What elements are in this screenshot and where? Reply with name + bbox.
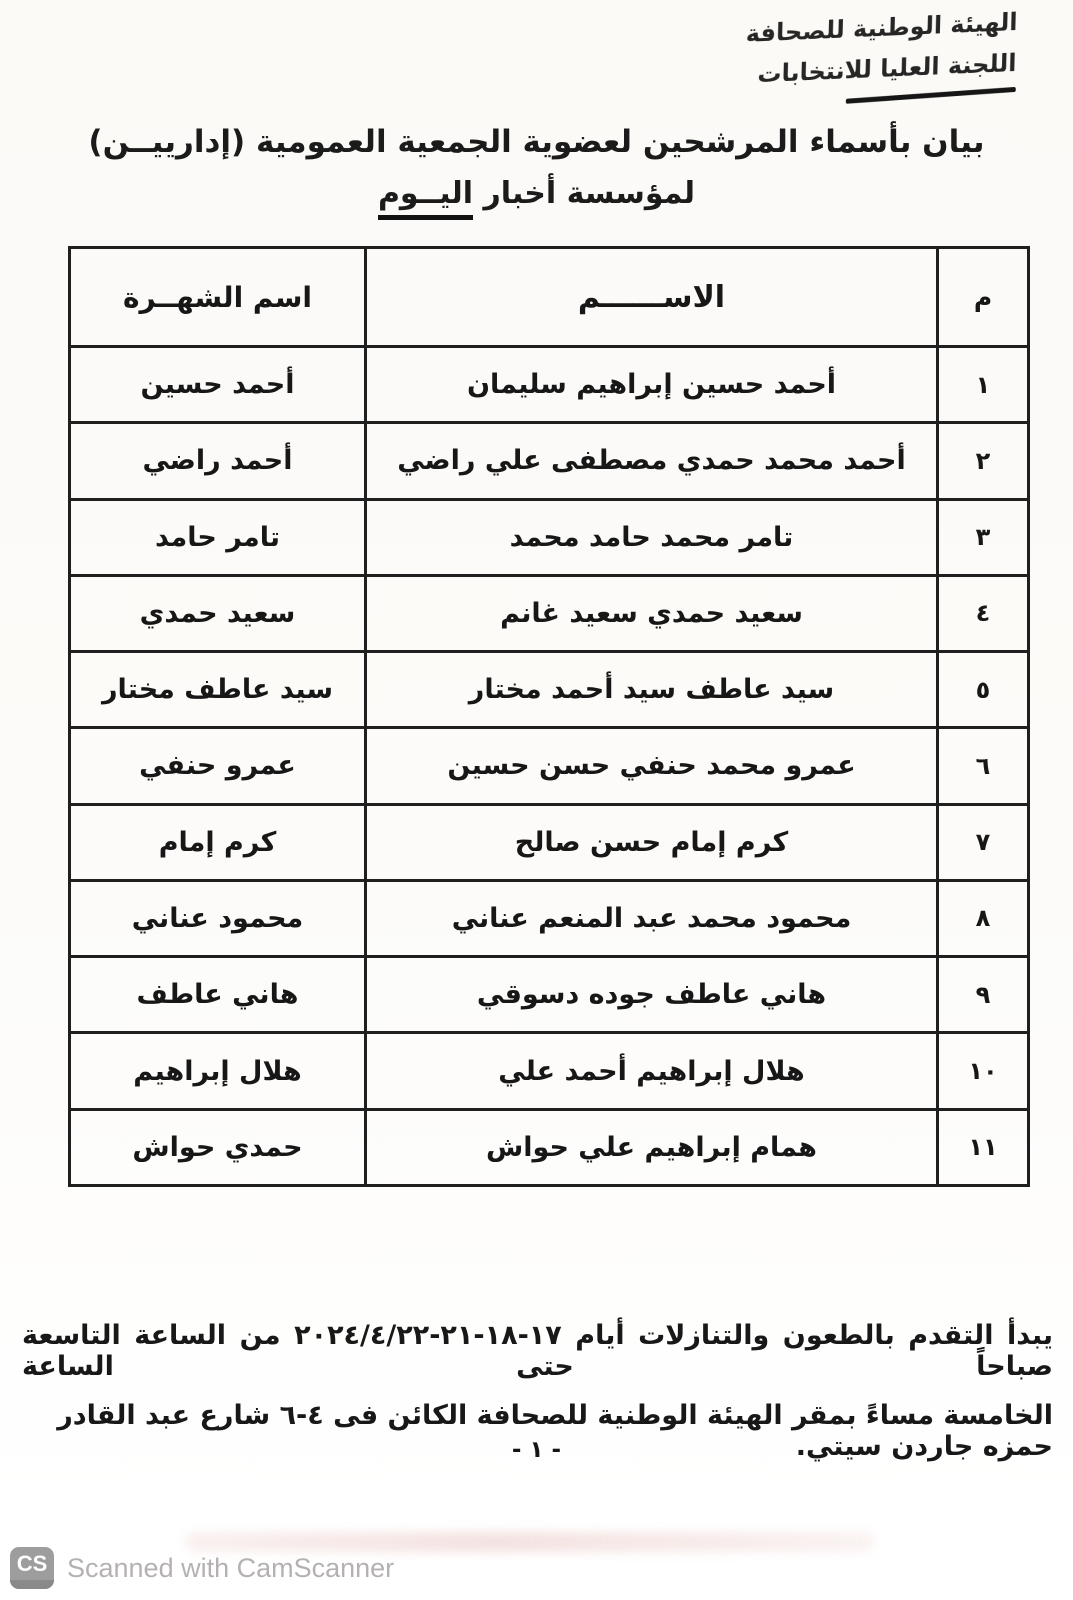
- row-name: همام إبراهيم علي حواش: [366, 1109, 938, 1185]
- row-number: ٤: [938, 575, 1029, 651]
- row-nickname: أحمد حسين: [70, 347, 366, 423]
- row-number: ٣: [938, 499, 1029, 575]
- row-name: سيد عاطف سيد أحمد مختار: [366, 652, 938, 728]
- title-line-1: بيان بأسماء المرشحين لعضوية الجمعية العمومية (إدارييــن): [88, 124, 985, 160]
- row-nickname: تامر حامد: [70, 499, 366, 575]
- table-row: [70, 347, 1029, 423]
- row-name: سعيد حمدي سعيد غانم: [366, 575, 938, 651]
- row-name: محمود محمد عبد المنعم عناني: [366, 880, 938, 956]
- handwritten-stamp: [744, 2, 1018, 106]
- footer-note-line-1: يبدأ التقدم بالطعون والتنازلات أيام ١٧-١٨-٢١-٢٠٢٤/٤/٢٢ من الساعة التاسعة صباحاً حتى الساعة: [22, 1320, 1053, 1382]
- table-row: [70, 880, 1029, 956]
- row-number: ١١: [938, 1109, 1029, 1185]
- table-row: [70, 499, 1029, 575]
- row-name: هاني عاطف جوده دسوقي: [366, 957, 938, 1033]
- row-nickname: هاني عاطف: [70, 957, 366, 1033]
- row-number: ٩: [938, 957, 1029, 1033]
- stamp-line-2: اللجنة العليا للانتخابات: [757, 49, 1017, 89]
- row-nickname: أحمد راضي: [70, 423, 366, 499]
- row-nickname: سيد عاطف مختار: [70, 652, 366, 728]
- camscanner-logo-bar: [10, 1580, 54, 1589]
- row-number: ٥: [938, 652, 1029, 728]
- row-number: ٦: [938, 728, 1029, 804]
- table-row: [70, 575, 1029, 651]
- footer-note-line-2: الخامسة مساءً بمقر الهيئة الوطنية للصحافة الكائن فى ٤-٦ شارع عبد القادر حمزه جاردن سيتي.: [57, 1400, 1053, 1462]
- row-number: ١٠: [938, 1033, 1029, 1109]
- camscanner-logo-icon: [10, 1547, 54, 1589]
- stamp-line-1: الهيئة الوطنية للصحافة: [745, 7, 1018, 48]
- row-name: هلال إبراهيم أحمد علي: [366, 1033, 938, 1109]
- table-row: [70, 728, 1029, 804]
- row-number: ١: [938, 347, 1029, 423]
- row-number: ٧: [938, 804, 1029, 880]
- camscanner-watermark: [10, 1547, 394, 1589]
- title-line-2: [0, 176, 1073, 220]
- header-name: الاســــــم: [366, 248, 938, 347]
- table-row: [70, 652, 1029, 728]
- table-row: [70, 1033, 1029, 1109]
- row-nickname: سعيد حمدي: [70, 575, 366, 651]
- row-name: كرم إمام حسن صالح: [366, 804, 938, 880]
- page-number: - ١ -: [511, 1437, 562, 1463]
- header-nickname: اسم الشهــرة: [70, 248, 366, 347]
- title-line-2-text: لمؤسسة أخبار: [483, 176, 696, 211]
- header-number: م: [938, 248, 1029, 347]
- row-number: ٢: [938, 423, 1029, 499]
- camscanner-logo-text: CS: [16, 1551, 48, 1576]
- candidates-table: [68, 246, 1030, 1187]
- row-nickname: حمدي حواش: [70, 1109, 366, 1185]
- document-title: [0, 124, 1073, 220]
- camscanner-label: Scanned with CamScanner: [67, 1552, 395, 1583]
- row-nickname: هلال إبراهيم: [70, 1033, 366, 1109]
- title-line-2-underlined-word: اليــوم: [378, 176, 473, 220]
- table-row: [70, 957, 1029, 1033]
- table-row: [70, 423, 1029, 499]
- table-row: [70, 1109, 1029, 1185]
- row-name: تامر محمد حامد محمد: [366, 499, 938, 575]
- row-nickname: محمود عناني: [70, 880, 366, 956]
- table-header-row: [70, 248, 1029, 347]
- row-name: أحمد حسين إبراهيم سليمان: [366, 347, 938, 423]
- row-number: ٨: [938, 880, 1029, 956]
- row-nickname: عمرو حنفي: [70, 728, 366, 804]
- row-name: أحمد محمد حمدي مصطفى علي راضي: [366, 423, 938, 499]
- table-row: [70, 804, 1029, 880]
- row-name: عمرو محمد حنفي حسن حسين: [366, 728, 938, 804]
- row-nickname: كرم إمام: [70, 804, 366, 880]
